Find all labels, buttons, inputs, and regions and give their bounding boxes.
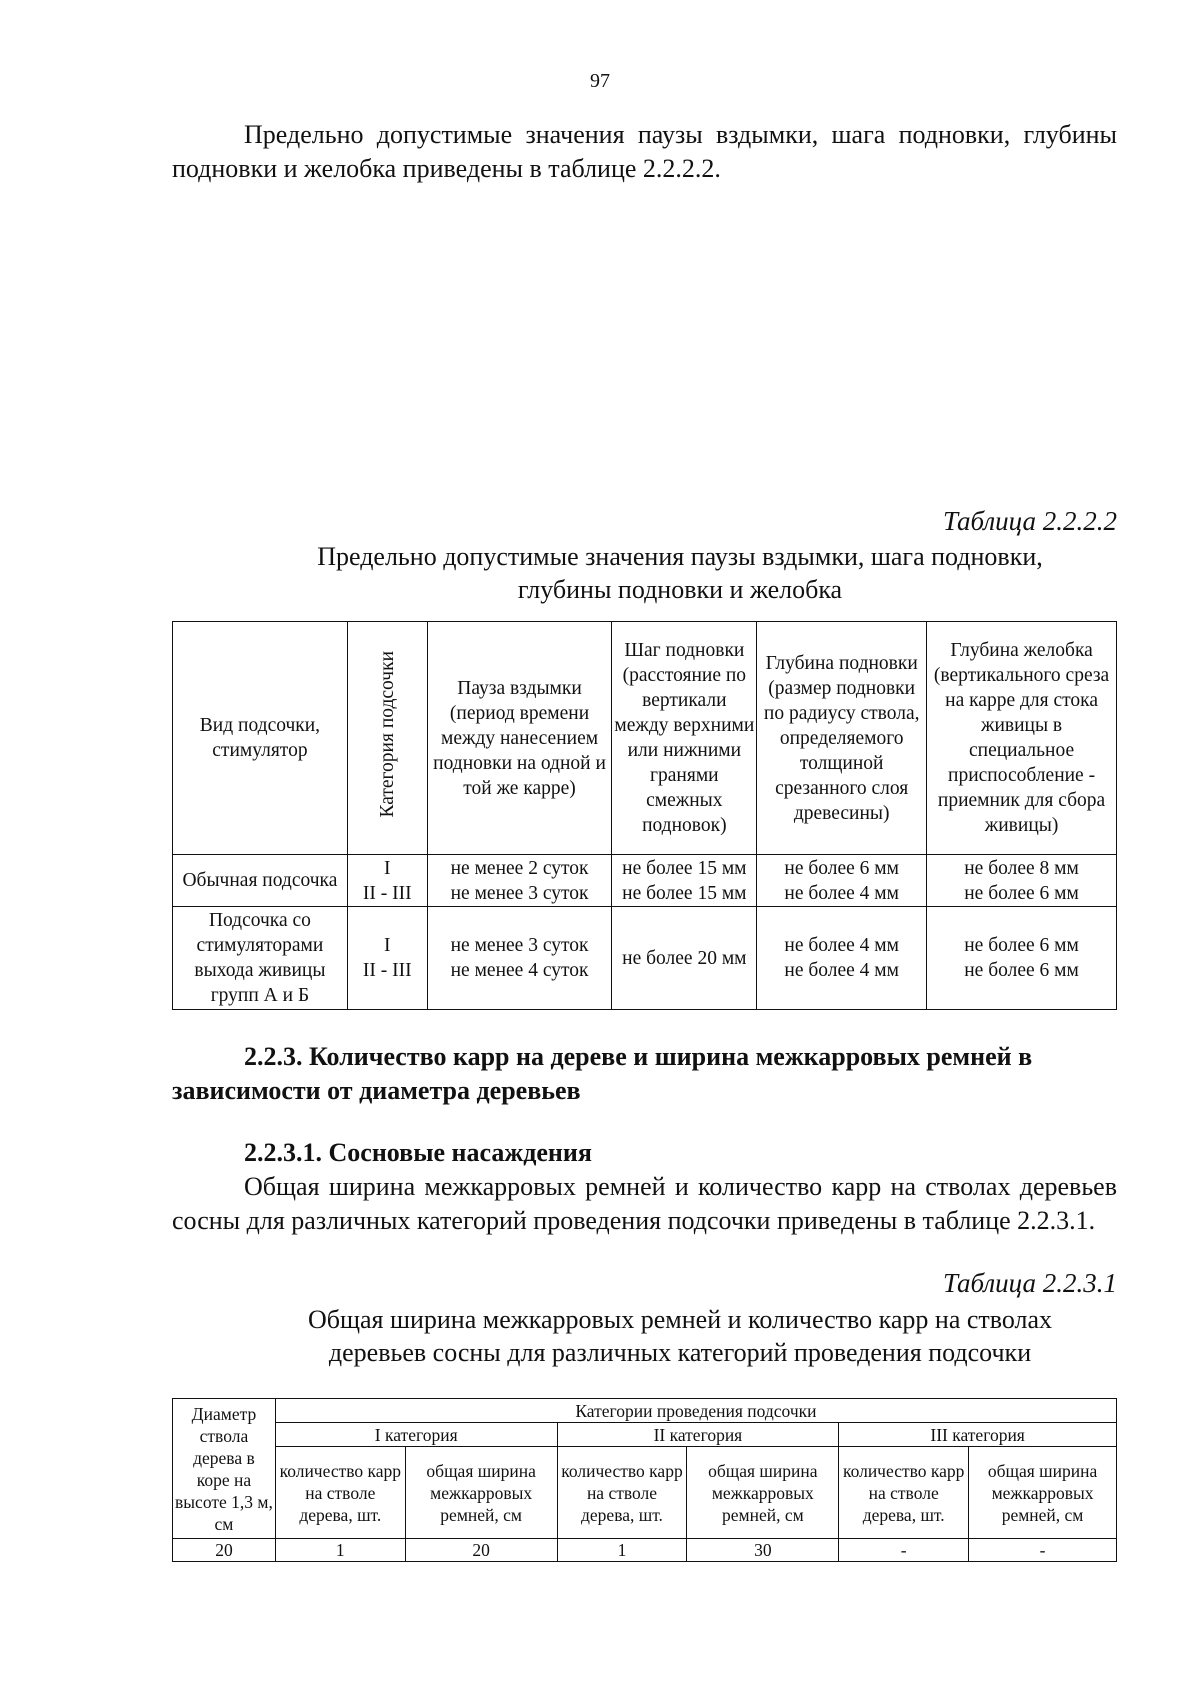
- table1-label: Таблица 2.2.2.2: [942, 506, 1117, 536]
- table2-cell: 20: [173, 1539, 276, 1562]
- table2-header-row2: [173, 1423, 1117, 1447]
- table1-cell-pause: не менее 2 суток не менее 3 суток: [427, 855, 612, 907]
- table2-header-count: количество карр на стволе дерева, шт.: [839, 1447, 969, 1539]
- table2-header-count: количество карр на стволе дерева, шт.: [275, 1447, 405, 1539]
- section-heading: 2.2.3. Количество карр на дереве и ширина межкарровых ремней в зависимости от диаметра деревьев: [172, 1042, 1033, 1105]
- table2-caption-line2: деревьев сосны для различных категорий проведения подсочки: [328, 1338, 1032, 1367]
- table2-header-count: количество карр на стволе дерева, шт.: [557, 1447, 687, 1539]
- table1-caption-line1: Предельно допустимые значения паузы вздымки, шага подновки,: [317, 542, 1043, 571]
- table1-cell-pause: не менее 3 суток не менее 4 суток: [427, 907, 612, 1010]
- table1: [172, 621, 1117, 1010]
- table2-cell: 1: [275, 1539, 405, 1562]
- table1-header-depth: Глубина подновки (размер подновки по радиусу ствола, определяемого толщиной срезанного слоя древесины): [757, 622, 927, 855]
- table1-caption: [270, 540, 1090, 606]
- table2: [172, 1398, 1117, 1562]
- table2-cell: -: [839, 1539, 969, 1562]
- table2-label: Таблица 2.2.3.1: [942, 1268, 1117, 1298]
- table1-cell-step: не более 15 мм не более 15 мм: [612, 855, 757, 907]
- table1-cell-groove: не более 8 мм не более 6 мм: [927, 855, 1117, 907]
- table1-cell-type: Обычная подсочка: [173, 855, 348, 907]
- table1-cell-depth: не более 6 мм не более 4 мм: [757, 855, 927, 907]
- table2-caption: [240, 1303, 1120, 1369]
- table2-header-cat3: III категория: [839, 1423, 1117, 1447]
- table2-header-cat1: I категория: [275, 1423, 557, 1447]
- table2-cell: 30: [687, 1539, 839, 1562]
- section-paragraph: Общая ширина межкарровых ремней и количество карр на стволах деревьев сосны для различных категорий проведения подсочки приведены в таблице 2.2.3.1.: [172, 1172, 1117, 1235]
- table2-header-cat2: II категория: [557, 1423, 839, 1447]
- table1-caption-line2: глубины подновки и желобка: [517, 575, 843, 604]
- table1-cell-category: I II - III: [347, 855, 427, 907]
- table1-cell-depth: не более 4 мм не более 4 мм: [757, 907, 927, 1010]
- table2-cell: 20: [405, 1539, 557, 1562]
- intro-paragraph: Предельно допустимые значения паузы вздымки, шага подновки, глубины подновки и желобка приведены в таблице 2.2.2.2.: [172, 120, 1117, 183]
- table1-cell-step: не более 20 мм: [612, 907, 757, 1010]
- table-row: [173, 907, 1117, 1010]
- subsection-heading: 2.2.3.1. Сосновые насаждения: [244, 1138, 592, 1167]
- table1-header-category: Категория подсочки: [347, 622, 427, 855]
- table2-cell: 1: [557, 1539, 687, 1562]
- table2-header-row1: [173, 1399, 1117, 1423]
- table2-header-width: общая ширина межкарровых ремней, см: [969, 1447, 1117, 1539]
- table2-header-categories: Категории проведения подсочки: [275, 1399, 1116, 1423]
- table1-header-row: [173, 622, 1117, 855]
- table2-header-row3: [173, 1447, 1117, 1539]
- table2-header-diameter: Диаметр ствола дерева в коре на высоте 1,3 м, см: [173, 1399, 276, 1539]
- table1-header-pause: Пауза вздымки (период времени между нанесением подновки на одной и той же карре): [427, 622, 612, 855]
- table1-header-type: Вид подсочки, стимулятор: [173, 622, 348, 855]
- table1-header-step: Шаг подновки (расстояние по вертикали между верхними или нижними гранями смежных подновок): [612, 622, 757, 855]
- table1-header-groove: Глубина желобка (вертикального среза на карре для стока живицы в специальное приспособление - приемник для сбора живицы): [927, 622, 1117, 855]
- table-row: [173, 1539, 1117, 1562]
- table2-header-width: общая ширина межкарровых ремней, см: [687, 1447, 839, 1539]
- table-row: [173, 855, 1117, 907]
- table2-caption-line1: Общая ширина межкарровых ремней и количество карр на стволах: [307, 1305, 1053, 1334]
- table1-cell-groove: не более 6 мм не более 6 мм: [927, 907, 1117, 1010]
- table1-cell-type: Подсочка со стимуляторами выхода живицы групп А и Б: [173, 907, 348, 1010]
- table2-cell: -: [969, 1539, 1117, 1562]
- table2-header-width: общая ширина межкарровых ремней, см: [405, 1447, 557, 1539]
- table1-cell-category: I II - III: [347, 907, 427, 1010]
- page-number: 97: [590, 70, 610, 92]
